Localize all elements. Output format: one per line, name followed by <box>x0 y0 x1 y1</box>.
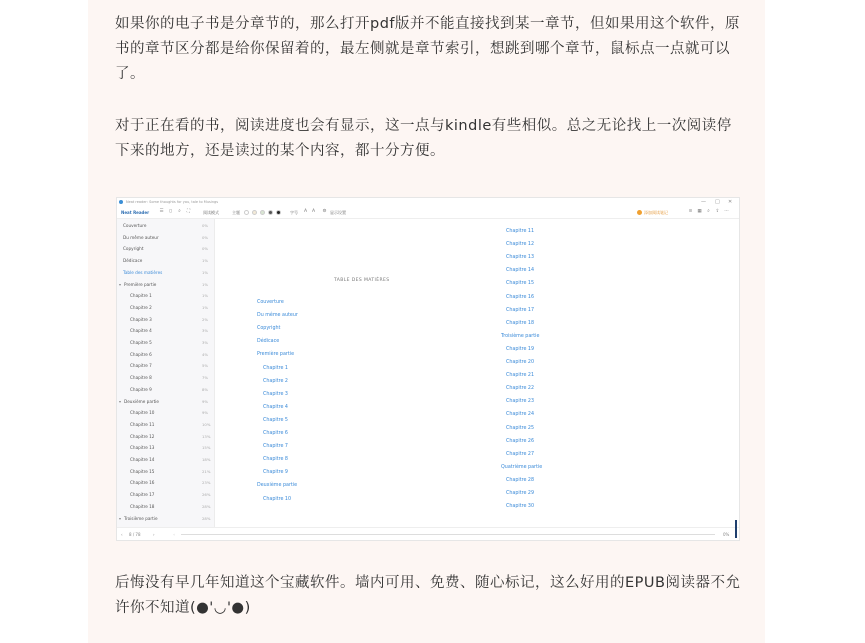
window-titlebar <box>117 198 739 207</box>
toc-item-progress: 0% <box>202 223 209 228</box>
progress-slider[interactable] <box>181 534 715 535</box>
toc-link[interactable]: Chapitre 11 <box>506 229 535 234</box>
zoom-icon[interactable]: ⌕ <box>707 209 710 214</box>
toc-item-progress: 8% <box>202 386 209 392</box>
toc-link[interactable]: Chapitre 18 <box>506 320 535 326</box>
toc-item-progress: 1% <box>202 293 209 299</box>
reading-mode-button[interactable]: 阅读模式 <box>203 210 219 215</box>
toc-link[interactable]: Deuxième partie <box>257 483 298 489</box>
toc-item[interactable]: Chapitre 12 <box>130 433 155 439</box>
paragraph-toc-intro: 如果你的电子书是分章节的，那么打开pdf版并不能直接找到某一章节，但如果用这个软件，原书的章节区分都是给你保留着的，最左侧就是章节索引，想跳到哪个章节，鼠标点一点就可以了。 <box>115 16 741 82</box>
toc-link[interactable]: Chapitre 5 <box>263 417 288 423</box>
toc-item[interactable]: Chapitre 7 <box>130 363 152 369</box>
toc-item-progress: 28% <box>202 515 211 521</box>
toc-link[interactable]: Chapitre 6 <box>263 431 288 436</box>
toc-sidebar <box>117 219 215 527</box>
theme-swatch-gray[interactable] <box>268 210 273 215</box>
toc-item[interactable]: Chapitre 5 <box>130 340 152 345</box>
toc-item[interactable]: Chapitre 4 <box>130 328 152 334</box>
paragraph-conclusion: 后悔没有早几年知道这个宝藏软件。墙内可用、免费、随心标记，这么好用的EPUB阅读器不允许你不知道(●'◡'●) <box>115 575 741 616</box>
toc-item[interactable]: Chapitre 16 <box>130 480 155 486</box>
toc-item[interactable]: Troisième partie <box>124 515 158 521</box>
toc-item-progress: 10% <box>202 421 211 427</box>
toc-item-progress: 21% <box>202 468 211 474</box>
toc-item-progress: 18% <box>202 457 211 462</box>
maximize-icon[interactable]: □ <box>715 199 720 205</box>
toc-link[interactable]: Chapitre 24 <box>506 412 535 418</box>
toc-item[interactable]: Première partie <box>124 281 157 287</box>
toc-link[interactable]: Chapitre 30 <box>506 504 535 510</box>
toc-link[interactable]: Quatrième partie <box>501 464 543 470</box>
toc-expand-icon[interactable]: ▾ <box>119 515 122 521</box>
toc-link[interactable]: Chapitre 17 <box>506 307 535 313</box>
toc-link[interactable]: Dédicace <box>257 339 280 345</box>
paragraph-progress: 对于正在看的书，阅读进度也会有显示，这一点与kindle有些相似。总之无论找上一次阅读停下来的地方，还是读过的某个内容，都十分方便。 <box>115 118 732 159</box>
toc-link[interactable]: Chapitre 13 <box>506 255 535 261</box>
toc-link[interactable]: Chapitre 28 <box>506 477 535 483</box>
toc-link[interactable]: Chapitre 29 <box>506 491 535 496</box>
toc-item-progress: 1% <box>202 258 209 264</box>
settings-icon[interactable]: ⚙ <box>322 209 327 214</box>
toc-link[interactable]: Chapitre 7 <box>263 444 288 450</box>
toc-link[interactable]: Chapitre 26 <box>506 438 535 444</box>
toc-link[interactable]: Du même auteur <box>257 313 298 319</box>
reader-toolbar <box>117 207 739 219</box>
share-icon[interactable]: ⇪ <box>715 209 720 214</box>
toc-item[interactable]: Deuxième partie <box>124 398 159 404</box>
theme-swatch-sepia[interactable] <box>252 210 257 215</box>
toc-item[interactable]: Chapitre 9 <box>130 386 152 392</box>
fullscreen-icon[interactable]: ⛶ <box>186 209 191 214</box>
toc-item[interactable]: Chapitre 17 <box>130 492 155 498</box>
toc-item-progress: 2% <box>202 316 209 322</box>
toc-item[interactable]: Chapitre 11 <box>130 421 155 427</box>
toc-item[interactable]: Du même auteur <box>123 234 159 240</box>
toc-item[interactable]: Chapitre 3 <box>130 316 152 322</box>
toc-item[interactable]: Couverture <box>123 223 147 228</box>
page-indicator: 8 / 78 <box>129 532 141 537</box>
toc-item-progress: 26% <box>202 492 211 498</box>
toc-expand-icon[interactable]: ▾ <box>119 281 122 287</box>
toc-item-progress: 1% <box>202 304 209 310</box>
scrollbar-thumb[interactable] <box>735 520 737 538</box>
toc-item[interactable]: Chapitre 1 <box>130 293 152 299</box>
toc-link[interactable]: Chapitre 16 <box>506 294 535 300</box>
reader-statusbar <box>117 527 739 541</box>
font-size-label: 字号 <box>290 210 298 215</box>
toc-link[interactable]: Chapitre 3 <box>263 391 288 397</box>
toc-item-progress: 0% <box>202 246 209 252</box>
toc-link[interactable]: Chapitre 8 <box>263 457 288 463</box>
toc-item[interactable]: Chapitre 8 <box>130 375 152 381</box>
theme-label: 主题 <box>232 210 240 215</box>
font-decrease-icon[interactable]: A <box>303 209 308 214</box>
toc-link[interactable]: Chapitre 10 <box>263 496 292 502</box>
more-icon[interactable]: ⋯ <box>724 209 729 214</box>
toc-item[interactable]: Table des matières <box>123 269 163 275</box>
toc-link[interactable]: Troisième partie <box>501 333 540 339</box>
toc-link[interactable]: Chapitre 21 <box>506 373 535 379</box>
app-logo-icon <box>119 200 123 204</box>
toc-link[interactable]: Première partie <box>257 352 295 358</box>
toc-item-progress: 9% <box>202 410 209 416</box>
list-icon[interactable]: ≡ <box>688 209 693 214</box>
toc-link[interactable]: Chapitre 14 <box>506 268 535 274</box>
toc-link[interactable]: Chapitre 4 <box>263 404 288 410</box>
toc-item-progress: 1% <box>202 281 209 287</box>
toc-link[interactable]: Chapitre 25 <box>506 425 535 431</box>
toc-item-progress: 28% <box>202 503 211 509</box>
progress-start-icon: ◦ <box>173 532 176 537</box>
theme-swatch-white[interactable] <box>244 210 249 215</box>
toc-link[interactable]: Chapitre 12 <box>506 242 535 248</box>
toc-item-progress: 4% <box>202 351 209 357</box>
toc-link[interactable]: Chapitre 27 <box>506 451 535 457</box>
toc-item[interactable]: Chapitre 18 <box>130 503 155 509</box>
toc-item[interactable]: Chapitre 6 <box>130 351 152 357</box>
grid-icon[interactable]: ▦ <box>697 209 702 214</box>
toc-link[interactable]: Copyright <box>257 326 281 332</box>
next-page-icon[interactable]: › <box>153 532 155 537</box>
toc-link[interactable]: Couverture <box>257 300 284 305</box>
page-title: TABLE DES MATIÈRES <box>334 278 390 283</box>
toc-item-progress: 0% <box>202 234 209 240</box>
app-name: Neat Reader <box>121 210 150 215</box>
menu-icon[interactable]: ☰ <box>159 209 164 214</box>
toc-expand-icon[interactable]: ▾ <box>119 398 122 404</box>
toc-item-progress: 3% <box>202 328 209 334</box>
toc-item[interactable]: Chapitre 13 <box>130 445 155 451</box>
toc-item[interactable]: Chapitre 15 <box>130 468 155 474</box>
toc-item-progress: 3% <box>202 340 209 345</box>
toc-link[interactable]: Chapitre 23 <box>506 399 535 405</box>
toc-item[interactable]: Dédicace <box>123 258 143 264</box>
window-title: Neat reader: Some thoughts for you, tale to Musings <box>126 200 219 204</box>
add-note-button[interactable]: 添加阅读笔记 <box>644 210 668 215</box>
toc-item[interactable]: Copyright <box>123 246 144 252</box>
reader-screenshot <box>116 197 740 541</box>
minimize-icon[interactable]: — <box>701 199 706 205</box>
toc-item-progress: 5% <box>202 363 209 369</box>
toc-item-progress: 23% <box>202 480 211 486</box>
note-icon <box>637 210 642 215</box>
toc-link[interactable]: Chapitre 20 <box>506 360 535 365</box>
toc-item-progress: 15% <box>202 445 211 451</box>
display-settings-button[interactable]: 显示设置 <box>330 210 346 215</box>
toc-item-progress: 7% <box>202 375 209 381</box>
toc-item[interactable]: Chapitre 14 <box>130 457 155 462</box>
toc-link[interactable]: Chapitre 19 <box>506 346 535 352</box>
toc-link[interactable]: Chapitre 2 <box>263 378 288 384</box>
prev-page-icon[interactable]: ‹ <box>121 532 123 537</box>
theme-swatch-dark[interactable] <box>276 210 281 215</box>
toc-link[interactable]: Chapitre 15 <box>506 281 535 287</box>
toc-item-progress: 9% <box>202 398 209 404</box>
search-icon[interactable]: ⌕ <box>178 209 181 214</box>
toc-item-progress: 1% <box>202 269 209 275</box>
toc-item[interactable]: Chapitre 10 <box>130 410 155 416</box>
close-icon[interactable]: ✕ <box>728 199 733 205</box>
toc-link[interactable]: Chapitre 22 <box>506 386 535 392</box>
toc-link[interactable]: Chapitre 1 <box>263 365 288 371</box>
theme-swatch-green[interactable] <box>260 210 265 215</box>
progress-percent: 0% <box>723 532 730 537</box>
bookmark-icon[interactable]: ▯ <box>169 209 172 214</box>
toc-item[interactable]: Chapitre 2 <box>130 304 152 310</box>
toc-link[interactable]: Chapitre 9 <box>263 470 288 476</box>
toc-item-progress: 13% <box>202 433 211 439</box>
font-increase-icon[interactable]: A <box>311 209 316 214</box>
